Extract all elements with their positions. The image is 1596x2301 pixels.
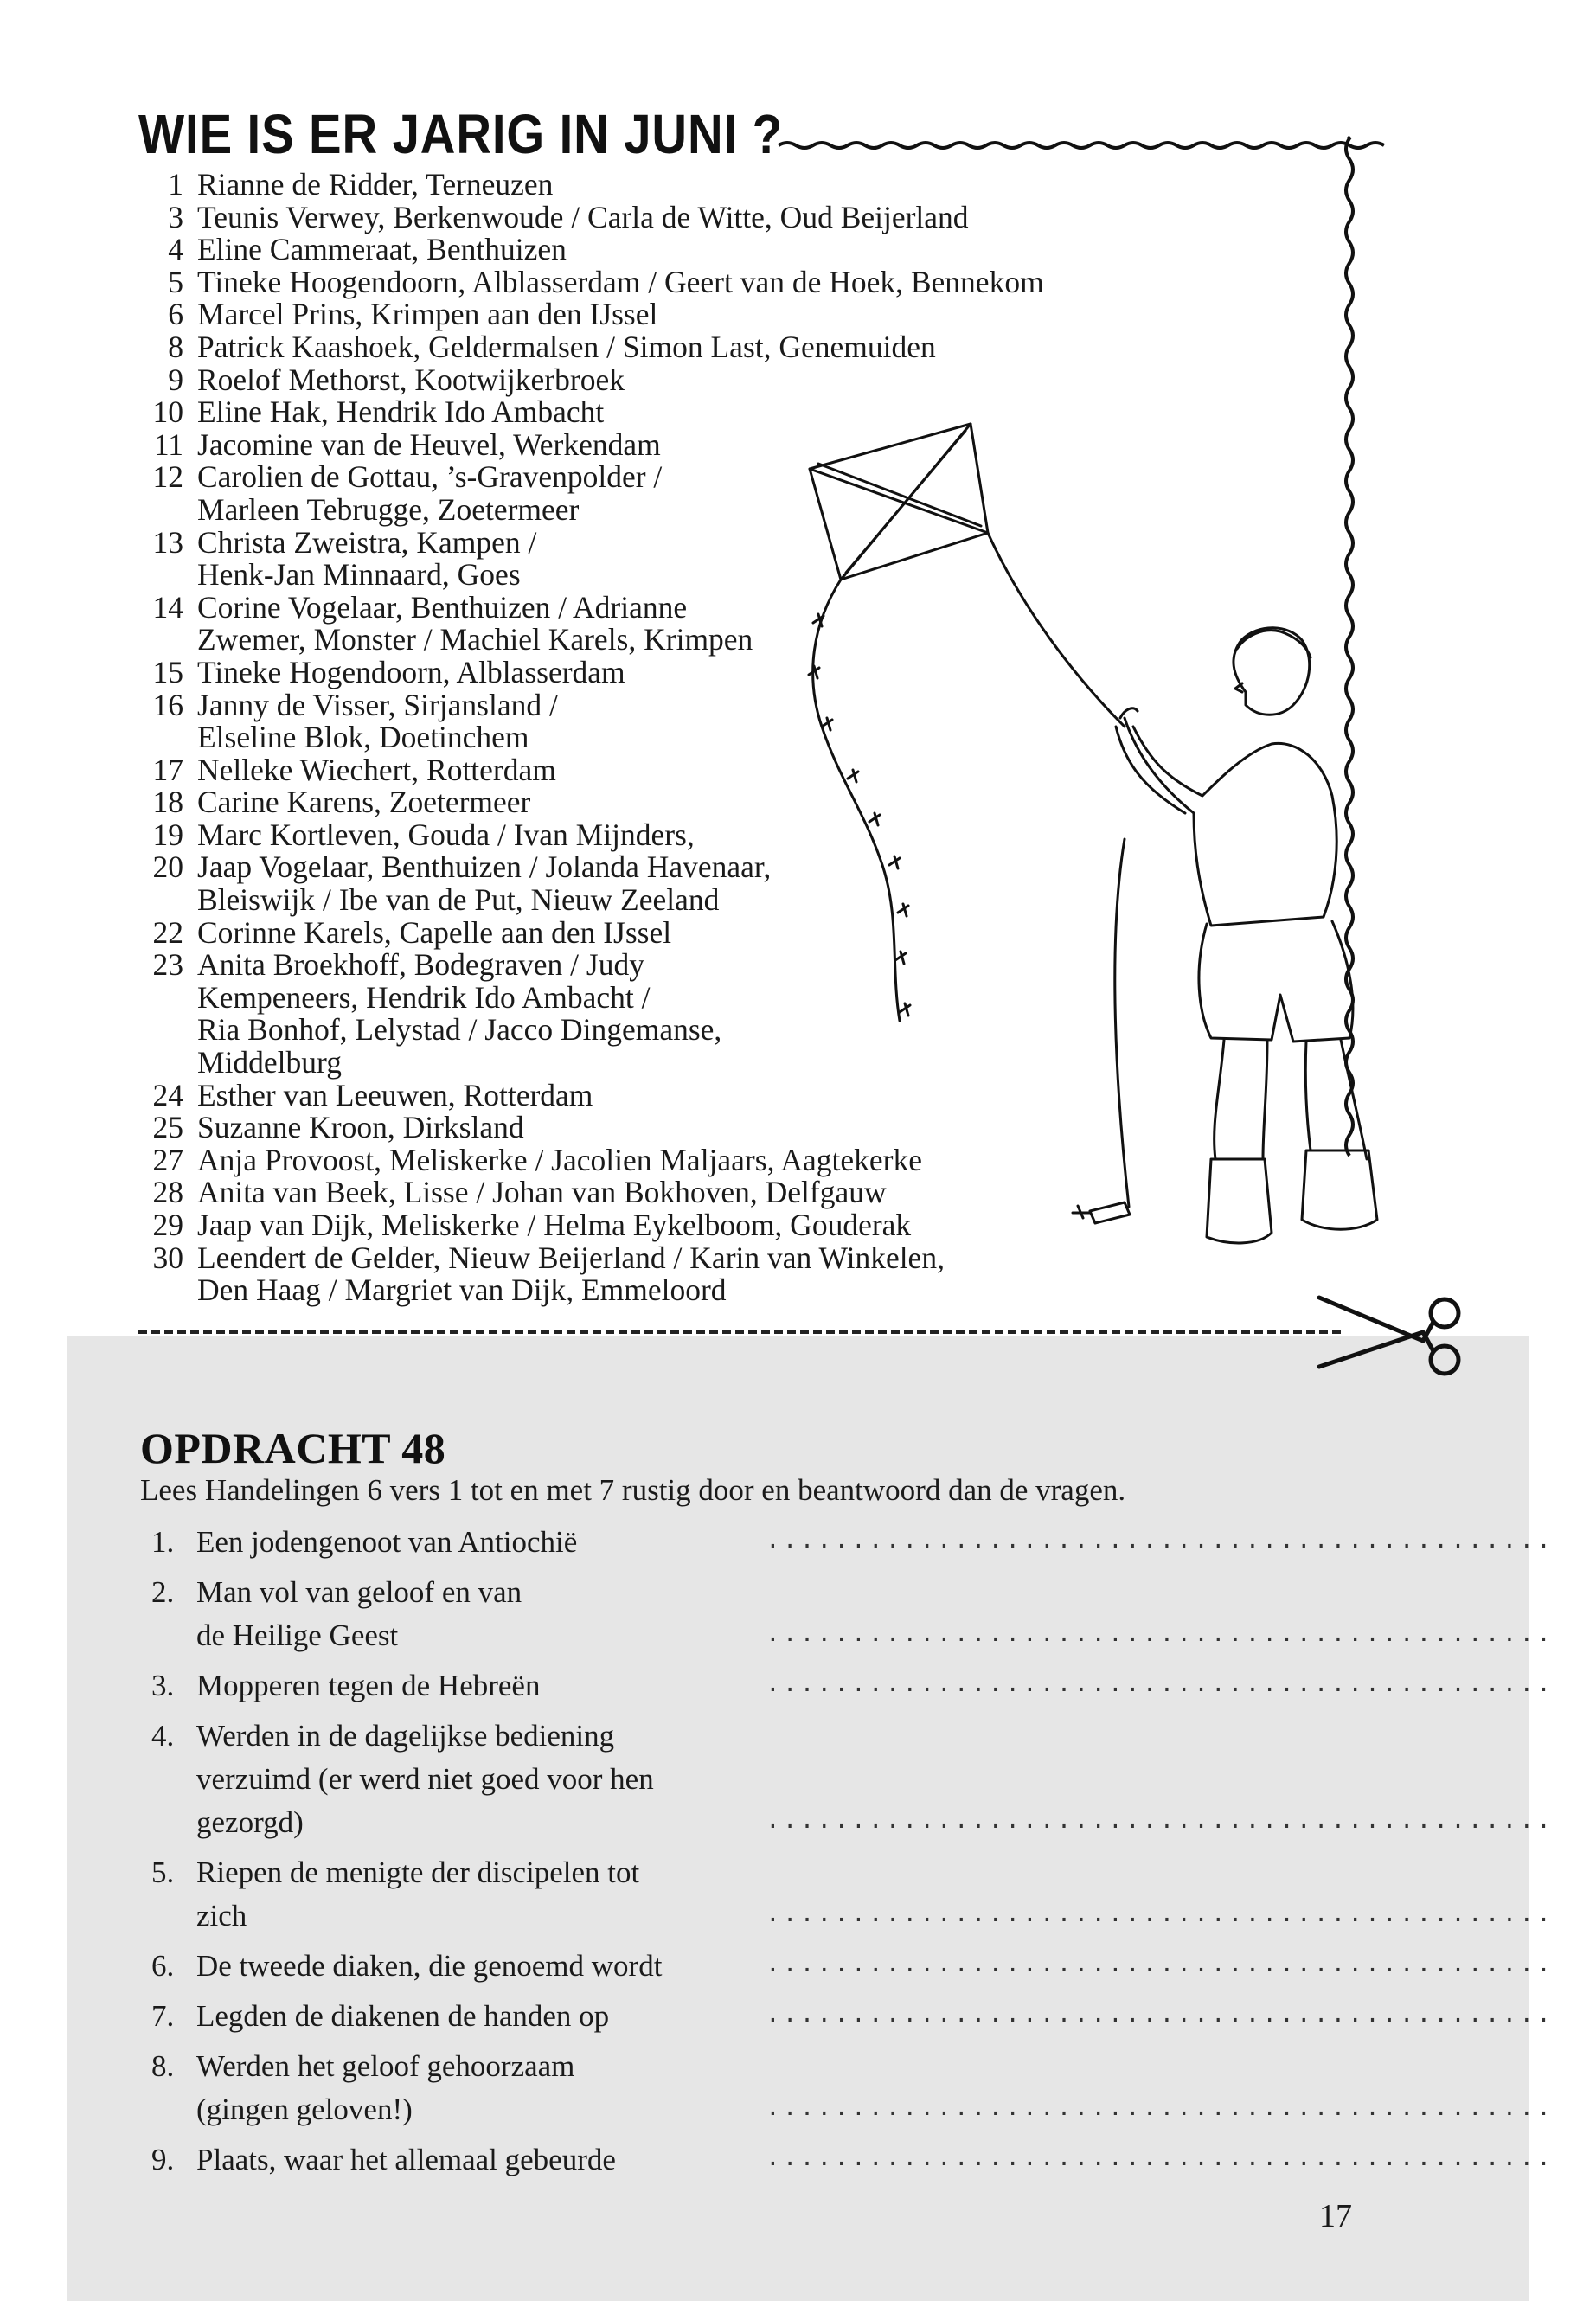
list-item: 14 Corine Vogelaar, Benthuizen / Adrianne bbox=[152, 589, 688, 625]
list-item: 10 Eline Hak, Hendrik Ido Ambacht bbox=[152, 394, 605, 430]
list-item: 28 Anita van Beek, Lisse / Johan van Bokhoven, Delfgauw bbox=[152, 1175, 887, 1210]
list-item: Ria Bonhof, Lelystad / Jacco Dingemanse, bbox=[197, 1012, 722, 1048]
list-item: 20 Jaap Vogelaar, Benthuizen / Jolanda Havenaar, bbox=[152, 849, 772, 885]
list-item: 19 Marc Kortleven, Gouda / Ivan Mijnders, bbox=[152, 817, 695, 852]
assignment-title: OPDRACHT 48 bbox=[140, 1424, 446, 1472]
answer-line[interactable]: .............................................. bbox=[766, 1622, 1554, 1649]
list-item: 15 Tineke Hogendoorn, Alblasserdam bbox=[152, 654, 625, 689]
question-item: 1. Een jodengenoot van Antiochië .............................................. bbox=[151, 1521, 1362, 1564]
list-item: Zwemer, Monster / Machiel Karels, Krimpen bbox=[197, 622, 753, 657]
page-number: 17 bbox=[1319, 2198, 1352, 2234]
question-list bbox=[151, 1521, 1554, 2189]
kite-boy-illustration bbox=[761, 121, 1384, 1280]
answer-line[interactable]: .............................................. bbox=[766, 2096, 1554, 2123]
list-item: 11 Jacomine van de Heuvel, Werkendam bbox=[153, 426, 661, 462]
list-item: Kempeneers, Hendrik Ido Ambacht / bbox=[197, 979, 651, 1015]
page-title: WIE IS ER JARIG IN JUNI ? bbox=[138, 103, 783, 165]
question-item: 9. Plaats, waar het allemaal gebeurde .............................................. bbox=[151, 2138, 1362, 2182]
list-item: 17 Nelleke Wiechert, Rotterdam bbox=[152, 752, 556, 787]
question-item: 7. Legden de diakenen de handen op .............................................. bbox=[151, 1995, 1362, 2038]
list-item: Bleiswijk / Ibe van de Put, Nieuw Zeeland bbox=[197, 882, 720, 918]
list-item: 9 Roelof Methorst, Kootwijkerbroek bbox=[168, 362, 625, 397]
list-item: 1 Rianne de Ridder, Terneuzen bbox=[168, 167, 554, 202]
list-item: 16 Janny de Visser, Sirjansland / bbox=[152, 687, 558, 722]
list-item: 6 Marcel Prins, Krimpen aan den IJssel bbox=[168, 297, 658, 332]
list-item: Marleen Tebrugge, Zoetermeer bbox=[197, 491, 580, 527]
list-item: 27 Anja Provoost, Meliskerke / Jacolien Maljaars, Aagtekerke bbox=[152, 1142, 922, 1177]
list-item: 5 Tineke Hoogendoorn, Alblasserdam / Geert van de Hoek, Bennekom bbox=[168, 264, 1044, 299]
list-item: 4 Eline Cammeraat, Benthuizen bbox=[168, 232, 567, 267]
answer-line[interactable]: .............................................. bbox=[766, 1902, 1554, 1929]
scissors-icon bbox=[1311, 1280, 1475, 1384]
answer-line[interactable]: .............................................. bbox=[766, 2003, 1554, 2029]
list-item: 8 Patrick Kaashoek, Geldermalsen / Simon Last, Genemuiden bbox=[168, 329, 936, 364]
cut-line bbox=[138, 1330, 1341, 1334]
list-item: 3 Teunis Verwey, Berkenwoude / Carla de Witte, Oud Beijerland bbox=[168, 199, 969, 234]
kite-icon bbox=[809, 424, 1125, 1021]
list-item: Elseline Blok, Doetinchem bbox=[197, 720, 529, 755]
answer-line[interactable]: .............................................. bbox=[766, 2146, 1554, 2173]
question-item: 2. Man vol van geloof en van de Heilige Geest .............................................. bbox=[151, 1571, 1362, 1657]
question-item: 3. Mopperen tegen de Hebreën .............................................. bbox=[151, 1664, 1362, 1708]
list-item: 23 Anita Broekhoff, Bodegraven / Judy bbox=[152, 947, 644, 983]
answer-line[interactable]: .............................................. bbox=[766, 1672, 1554, 1699]
list-item: 29 Jaap van Dijk, Meliskerke / Helma Eykelboom, Gouderak bbox=[152, 1208, 912, 1242]
list-item: 25 Suzanne Kroon, Dirksland bbox=[152, 1110, 524, 1145]
list-item: 30 Leendert de Gelder, Nieuw Beijerland / Karin van Winkelen, bbox=[152, 1240, 945, 1275]
question-item: 4. Werden in de dagelijkse bediening verzuimd (er werd niet goed voor hen gezorgd) .............................................. bbox=[151, 1715, 1362, 1844]
answer-line[interactable]: .............................................. bbox=[766, 1809, 1554, 1836]
answer-line[interactable]: .............................................. bbox=[766, 1529, 1554, 1555]
question-item: 8. Werden het geloof gehoorzaam (gingen geloven!) .............................................. bbox=[151, 2045, 1362, 2131]
list-item: 12 Carolien de Gottau, ’s-Gravenpolder / bbox=[152, 459, 663, 495]
list-item: 18 Carine Karens, Zoetermeer bbox=[152, 785, 531, 820]
list-item: 22 Corinne Karels, Capelle aan den IJssel bbox=[152, 914, 672, 950]
assignment-intro: Lees Handelingen 6 vers 1 tot en met 7 rustig door en beantwoord dan de vragen. bbox=[140, 1473, 1126, 1507]
question-item: 6. De tweede diaken, die genoemd wordt .............................................. bbox=[151, 1945, 1362, 1988]
list-item: 13 Christa Zweistra, Kampen / bbox=[152, 524, 537, 560]
question-item: 5. Riepen de menigte der discipelen tot zich .............................................. bbox=[151, 1851, 1362, 1938]
list-item: Middelburg bbox=[197, 1045, 342, 1080]
list-item: Henk-Jan Minnaard, Goes bbox=[197, 557, 521, 593]
answer-line[interactable]: .............................................. bbox=[766, 1952, 1554, 1979]
list-item: 24 Esther van Leeuwen, Rotterdam bbox=[152, 1077, 593, 1112]
list-item: Den Haag / Margriet van Dijk, Emmeloord bbox=[197, 1272, 727, 1308]
